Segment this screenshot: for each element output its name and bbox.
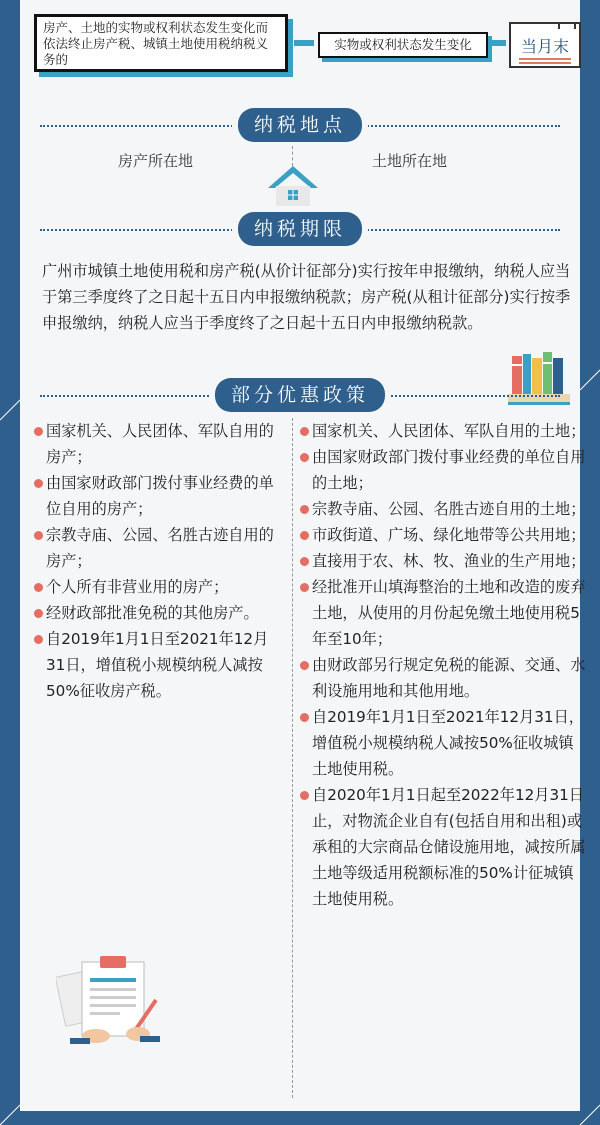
section-title: 部分优惠政策 xyxy=(215,378,385,412)
list-item: 宗教寺庙、公园、名胜古迹自用的土地； xyxy=(300,496,586,522)
location-house: 房产所在地 xyxy=(118,152,194,170)
house-icon xyxy=(266,164,320,208)
flow-arrow-2 xyxy=(490,40,506,46)
list-item: 直接用于农、林、牧、渔业的生产用地； xyxy=(300,548,586,574)
list-item: 经批准开山填海整治的土地和改造的废弃土地，从使用的月份起免缴土地使用税5年至10年； xyxy=(300,574,586,652)
list-item: 国家机关、人民团体、军队自用的房产； xyxy=(34,418,282,470)
flow-arrow-1 xyxy=(294,40,314,46)
list-item: 自2020年1月1日起至2022年12月31日止，对物流企业自有(包括自用和出租)或承租的大宗商品仓储设施用地，减按所属土地等级适用税额标准的50%计征城镇土地使用税。 xyxy=(300,782,586,912)
period-text: 广州市城镇土地使用税和房产税(从价计征部分)实行按年申报缴纳，纳税人应当于第三季度终了之日起十五日内申报缴纳税款；房产税(从租计征部分)实行按季申报缴纳，纳税人应当于季度终了之日起十五日内申报缴纳税款。 xyxy=(42,262,571,332)
frame-left xyxy=(0,0,20,1125)
list-item: 国家机关、人民团体、军队自用的土地； xyxy=(300,418,586,444)
list-item: 由国家财政部门拨付事业经费的单位自用的房产； xyxy=(34,470,282,522)
location-divider xyxy=(292,146,293,166)
section-title: 纳税地点 xyxy=(238,108,362,142)
flow-event-box: 实物或权利状态发生变化 xyxy=(318,32,488,58)
section-title: 纳税期限 xyxy=(238,212,362,246)
flow-result-card xyxy=(509,22,581,68)
list-item: 由国家财政部门拨付事业经费的单位自用的土地； xyxy=(300,444,586,496)
list-item: 由财政部另行规定免税的能源、交通、水利设施用地和其他用地。 xyxy=(300,652,586,704)
list-item: 经财政部批准免税的其他房产。 xyxy=(34,600,282,626)
list-item: 自2019年1月1日至2021年12月31日，增值税小规模纳税人减按50%征收房产税。 xyxy=(34,626,282,704)
frame-bottom xyxy=(0,1111,600,1125)
clipboard-icon xyxy=(56,948,166,1046)
flow-result-label: 当月末 xyxy=(520,37,569,56)
flow-condition-box: 房产、土地的实物或权利状态发生变化而依法终止房产税、城镇土地使用税纳税义务的 xyxy=(34,14,288,72)
section-period-header xyxy=(40,212,560,248)
list-item: 自2019年1月1日至2021年12月31日，增值税小规模纳税人减按50%征收城镇土地使用税。 xyxy=(300,704,586,782)
card-tab xyxy=(558,23,576,29)
list-item: 个人所有非营业用的房产； xyxy=(34,574,282,600)
house-policy-list xyxy=(34,418,282,704)
section-policy-header xyxy=(40,378,560,414)
card-line xyxy=(519,58,571,60)
land-policy-list xyxy=(300,418,586,912)
section-location-header xyxy=(40,108,560,144)
location-land: 土地所在地 xyxy=(372,152,448,170)
card-line xyxy=(519,62,571,64)
list-item: 市政街道、广场、绿化地带等公共用地； xyxy=(300,522,586,548)
list-item: 宗教寺庙、公园、名胜古迹自用的房产； xyxy=(34,522,282,574)
policy-divider xyxy=(292,418,293,1098)
